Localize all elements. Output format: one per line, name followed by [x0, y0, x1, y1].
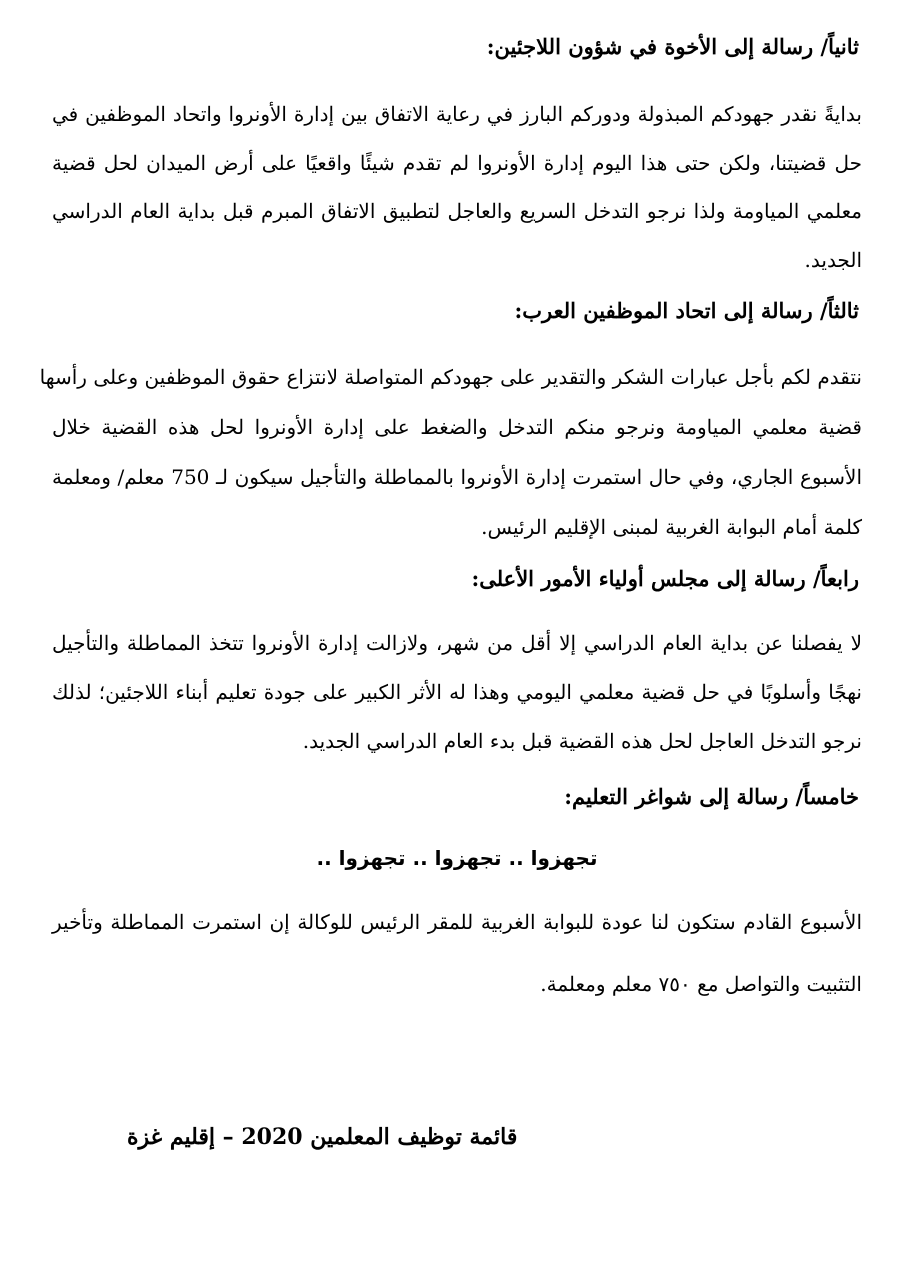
paragraph-line: الأسبوع القادم ستكون لنا عودة للبوابة الغربية للمقر الرئيس للوكالة إن استمرت المماطلة وتأخير: [52, 910, 862, 934]
signature: قائمة توظيف المعلمين 2020 – إقليم غزة: [127, 1124, 518, 1150]
section-heading-second: ثانياً/ رسالة إلى الأخوة في شؤون اللاجئين:: [486, 34, 859, 59]
section-paragraph-fifth: [52, 891, 862, 1015]
section-heading-fifth: خامساً/ رسالة إلى شواغر التعليم:: [564, 784, 859, 809]
section-paragraph-third: [39, 352, 863, 552]
paragraph-line: لا يفصلنا عن بداية العام الدراسي إلا أقل من شهر، ولازالت إدارة الأونروا تتخذ المماطلة والتأجيل: [52, 631, 862, 655]
section-paragraph-fourth: [52, 619, 862, 766]
section-paragraph-second: [52, 90, 862, 284]
paragraph-line: الجديد.: [804, 247, 862, 272]
paragraph-line: بدايةً نقدر جهودكم المبذولة ودوركم البارز في رعاية الاتفاق بين إدارة الأونروا واتحاد الموظفين في: [52, 102, 862, 126]
paragraph-line: التثبيت والتواصل مع ٧٥٠ معلم ومعلمة.: [540, 972, 862, 996]
section-heading-third: ثالثاً/ رسالة إلى اتحاد الموظفين العرب:: [514, 298, 859, 323]
paragraph-line: كلمة أمام البوابة الغربية لمبنى الإقليم الرئيس.: [481, 515, 862, 539]
paragraph-line: نرجو التدخل العاجل لحل هذه القضية قبل بدء العام الدراسي الجديد.: [302, 729, 862, 753]
paragraph-line: نهجًا وأسلوبًا في حل قضية معلمي اليومي وهذا له الأثر الكبير على جودة تعليم أبناء اللاجئين؛ لذلك: [52, 680, 862, 704]
paragraph-line: الأسبوع الجاري، وفي حال استمرت إدارة الأونروا بالمماطلة والتأجيل سيكون لـ 750 معلم/ ومعلمة: [52, 465, 863, 489]
chant-line: تجهزوا .. تجهزوا .. تجهزوا ..: [316, 846, 598, 870]
paragraph-line: حل قضيتنا، ولكن حتى هذا اليوم إدارة الأونروا لم تقدم شيئًا واقعيًا على أرض الميدان لحل قضية: [52, 150, 862, 175]
paragraph-line: معلمي المياومة ولذا نرجو التدخل السريع والعاجل لتطبيق الاتفاق المبرم قبل بداية العام الدراسي: [52, 199, 862, 223]
section-heading-fourth: رابعاً/ رسالة إلى مجلس أولياء الأمور الأعلى:: [471, 566, 859, 591]
paragraph-line: قضية معلمي المياومة ونرجو منكم التدخل والضغط على إدارة الأونروا لحل هذه القضية خلال: [52, 415, 862, 439]
paragraph-line: نتقدم لكم بأجل عبارات الشكر والتقدير على جهودكم المتواصلة لانتزاع حقوق الموظفين وعلى رأسها: [39, 365, 862, 389]
